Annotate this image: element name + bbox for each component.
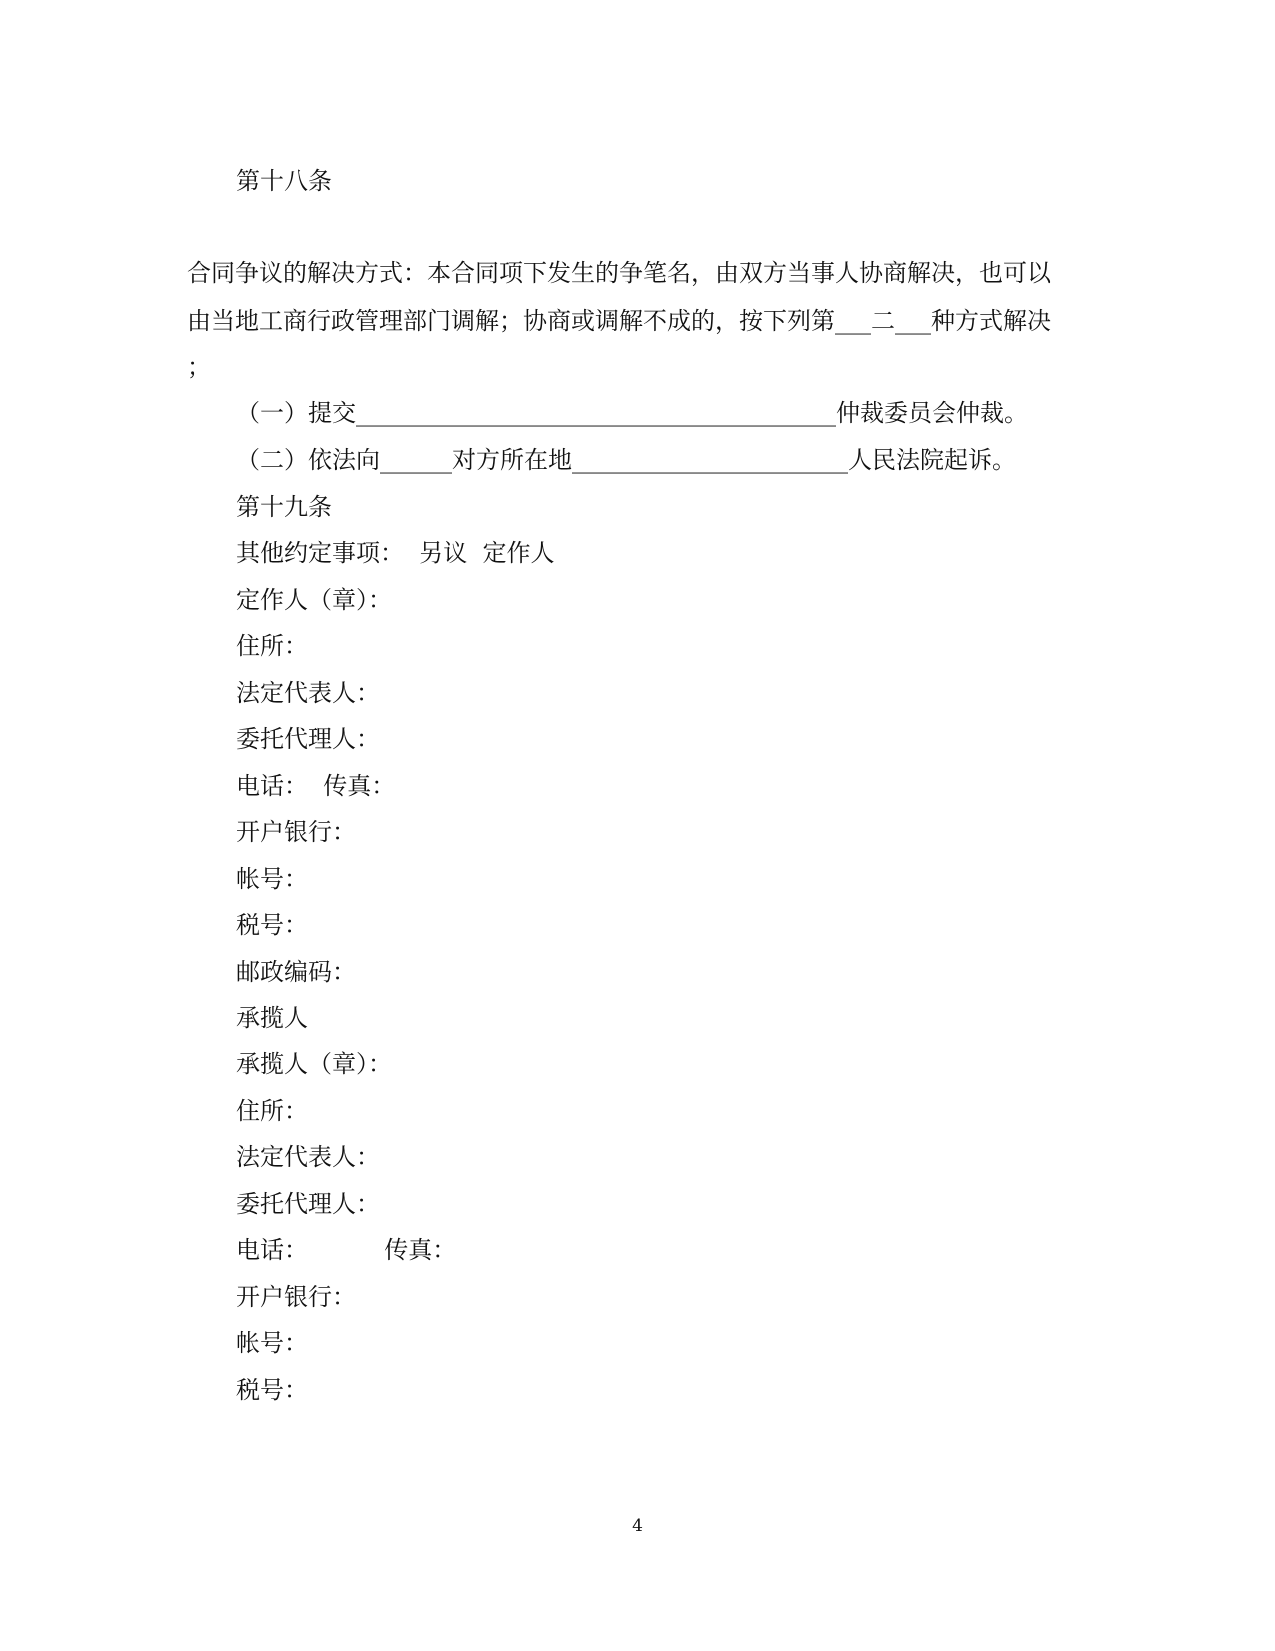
other-terms: 其他约定事项： 另议 定作人 xyxy=(236,539,555,567)
party-a-account: 帐号： xyxy=(236,865,308,893)
party-b-legal-rep: 法定代表人： xyxy=(236,1143,380,1171)
party-a-tax-no: 税号： xyxy=(236,911,308,939)
party-b-address: 住所： xyxy=(236,1097,308,1125)
dispute-option-1: （一）提交________________________________________仲裁委员会仲裁。 xyxy=(236,399,1028,427)
party-a-legal-rep: 法定代表人： xyxy=(236,679,380,707)
party-a-bank: 开户银行： xyxy=(236,818,356,846)
article-19-heading: 第十九条 xyxy=(236,493,332,521)
party-b-seal: 承揽人（章）： xyxy=(236,1050,392,1078)
party-b-account: 帐号： xyxy=(236,1329,308,1357)
party-b-heading: 承揽人 xyxy=(236,1004,308,1032)
dispute-option-2: （二）依法向______对方所在地_______________________人民法院起诉。 xyxy=(236,446,1016,474)
party-a-agent: 委托代理人： xyxy=(236,725,380,753)
party-a-address: 住所： xyxy=(236,632,308,660)
article-18-heading: 第十八条 xyxy=(236,167,332,195)
article-18-paragraph-line-2: 由当地工商行政管理部门调解；协商或调解不成的，按下列第___二___种方式解决 xyxy=(187,307,1051,335)
article-18-paragraph-line-1: 合同争议的解决方式：本合同项下发生的争笔名，由双方当事人协商解决，也可以 xyxy=(187,259,1051,287)
party-b-agent: 委托代理人： xyxy=(236,1190,380,1218)
party-b-bank: 开户银行： xyxy=(236,1283,356,1311)
party-a-postcode: 邮政编码： xyxy=(236,958,356,986)
page-number: 4 xyxy=(632,1516,643,1536)
article-18-paragraph-line-3: ； xyxy=(187,353,211,381)
party-b-phone-fax: 电话： 传真： xyxy=(236,1236,457,1264)
party-a-phone-fax: 电话： 传真： xyxy=(236,772,396,800)
party-b-tax-no: 税号： xyxy=(236,1376,308,1404)
party-a-seal: 定作人（章）： xyxy=(236,586,392,614)
